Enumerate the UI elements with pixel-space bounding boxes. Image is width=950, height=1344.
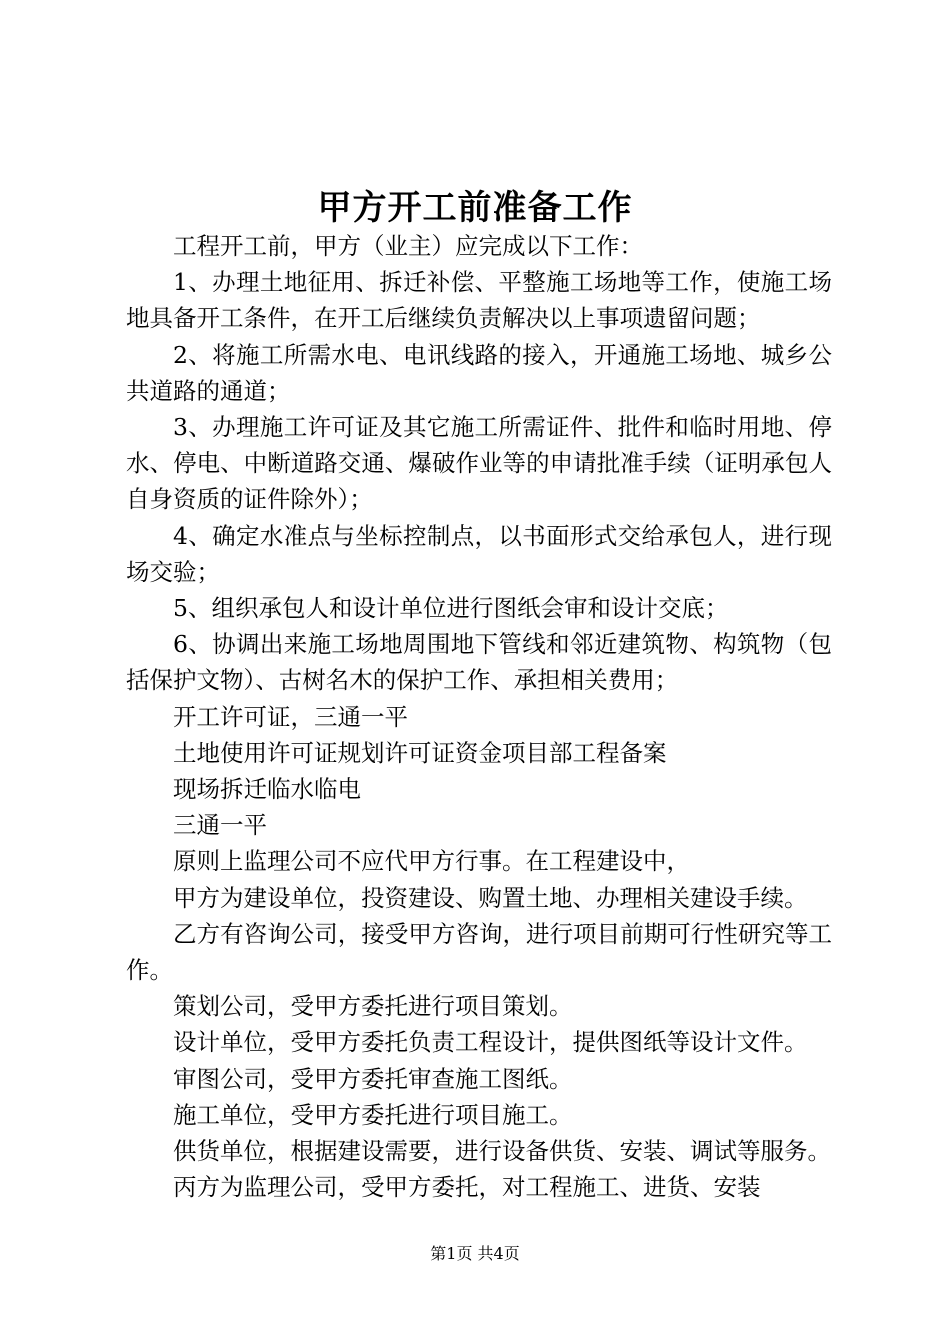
- paragraph-drawing-review: 审图公司，受甲方委托审查施工图纸。: [173, 1064, 573, 1093]
- paragraph-item-4: 4、确定水准点与坐标控制点，以书面形式交给承包人，进行现场交验；: [126, 521, 832, 586]
- paragraph-planning-company: 策划公司，受甲方委托进行项目策划。: [173, 992, 573, 1021]
- paragraph-party-b: 乙方有咨询公司，接受甲方咨询，进行项目前期可行性研究等工作。: [126, 919, 832, 985]
- paragraph-intro: 工程开工前，甲方（业主）应完成以下工作：: [173, 232, 643, 260]
- paragraph-item-6: 6、协调出来施工场地周围地下管线和邻近建筑物、构筑物（包括保护文物）、古树名木的保护工作、承担相关费用；: [126, 630, 832, 695]
- paragraph-principle: 原则上监理公司不应代甲方行事。在工程建设中，: [173, 847, 690, 876]
- paragraph-item-5: 5、组织承包人和设计单位进行图纸会审和设计交底；: [173, 594, 729, 623]
- paragraph-land-use: 土地使用许可证规划许可证资金项目部工程备案: [173, 738, 667, 767]
- paragraph-item-2: 2、将施工所需水电、电讯线路的接入，开通施工场地、城乡公共道路的通道；: [126, 340, 832, 405]
- document-body: [126, 228, 832, 1205]
- paragraph-construction-unit: 施工单位，受甲方委托进行项目施工。: [173, 1100, 573, 1129]
- document-title: 甲方开工前准备工作: [317, 188, 633, 228]
- paragraph-design-unit: 设计单位，受甲方委托负责工程设计，提供图纸等设计文件。: [173, 1028, 808, 1057]
- paragraph-permit-note: 开工许可证，三通一平: [173, 702, 408, 731]
- paragraph-item-3: 3、办理施工许可证及其它施工所需证件、批件和临时用地、停水、停电、中断道路交通、爆破作业等的申请批准手续（证明承包人自身资质的证件除外）；: [126, 413, 832, 514]
- paragraph-party-a: 甲方为建设单位，投资建设、购置土地、办理相关建设手续。: [173, 883, 808, 912]
- paragraph-supplier: 供货单位，根据建设需要，进行设备供货、安装、调试等服务。: [173, 1137, 831, 1166]
- paragraph-item-1: 1、办理土地征用、拆迁补偿、平整施工场地等工作，使施工场地具备开工条件，在开工后继续负责解决以上事项遗留问题；: [126, 268, 832, 333]
- page-footer: 第1页 共4页: [430, 1244, 520, 1263]
- paragraph-party-c: 丙方为监理公司，受甲方委托，对工程施工、进货、安装: [173, 1173, 761, 1202]
- paragraph-site-demolition: 现场拆迁临水临电: [173, 775, 361, 804]
- paragraph-three-connections: 三通一平: [173, 811, 267, 840]
